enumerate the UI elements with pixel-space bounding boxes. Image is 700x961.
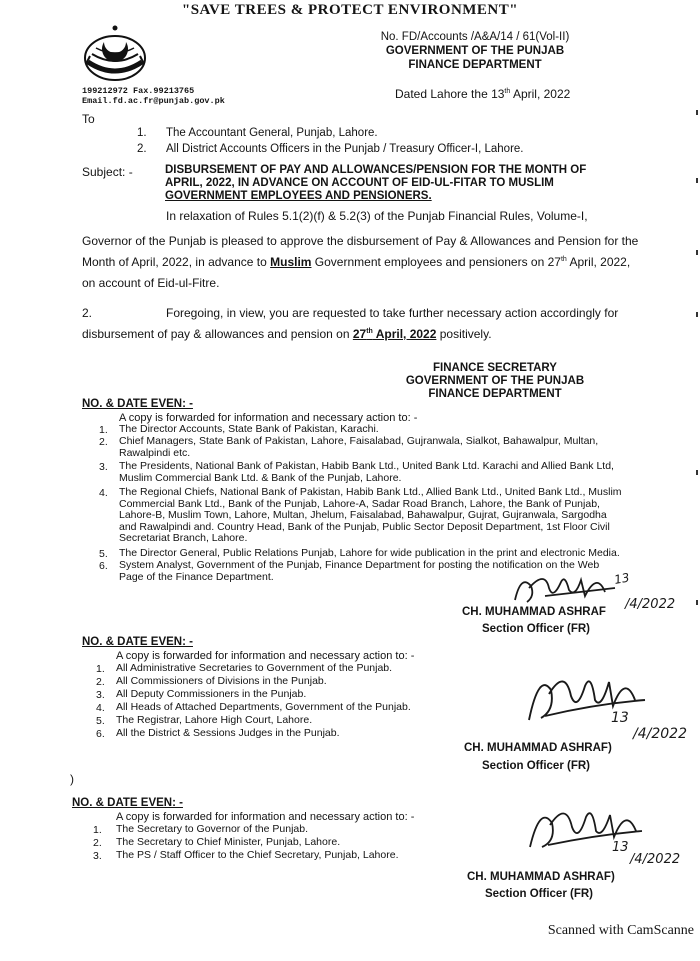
scanner-watermark: Scanned with CamScanne xyxy=(547,923,694,938)
recipient-text: All District Accounts Officers in the Punjab / Treasury Officer-I, Lahore. xyxy=(166,143,524,155)
copy-item-number: 3. xyxy=(96,689,105,701)
handwritten-signature xyxy=(520,795,690,870)
paragraph-2-number: 2. xyxy=(82,306,93,320)
stray-bracket-mark: ) xyxy=(70,772,74,786)
letter-date: Dated Lahore the 13th April, 2022 xyxy=(395,87,571,101)
paragraph-2-line: disbursement of pay & allowances and pension on 27th April, 2022 positively. xyxy=(82,327,492,341)
copy-item: The Director Accounts, State Bank of Pakistan, Karachi. xyxy=(119,423,379,435)
copy-item-number: 2. xyxy=(99,436,108,448)
copy-item: The Secretary to Chief Minister, Punjab, Lahore. xyxy=(116,836,341,848)
scan-edge-mark xyxy=(696,312,698,317)
copy-item: The Presidents, National Bank of Pakistan, Habib Bank Ltd., United Bank Ltd. Karachi and Allied Bank Ltd, Muslim Commercial Bank Ltd. & Bank of the Punjab, Lahore. xyxy=(119,460,614,484)
officer-name: CH. MUHAMMAD ASHRAF) xyxy=(464,742,612,754)
finance-secretary-block: FINANCE SECRETARY GOVERNMENT OF THE PUNJAB FINANCE DEPARTMENT xyxy=(405,362,585,400)
paragraph-1-line: In relaxation of Rules 5.1(2)(f) & 5.2(3) of the Punjab Financial Rules, Volume-I, xyxy=(166,209,588,223)
copy-item-number: 6. xyxy=(99,560,108,572)
handwritten-signature xyxy=(515,660,695,745)
recipient-number: 2. xyxy=(137,143,147,155)
to-label: To xyxy=(82,112,95,126)
svg-text:13: 13 xyxy=(613,570,631,587)
officer-name: CH. MUHAMMAD ASHRAF xyxy=(462,606,606,618)
svg-text:/4/2022: /4/2022 xyxy=(633,726,687,742)
scan-edge-mark xyxy=(696,110,698,115)
paragraph-1-line: on account of Eid-ul-Fitre. xyxy=(82,276,220,290)
subject-text: DISBURSEMENT OF PAY AND ALLOWANCES/PENSION FOR THE MONTH OF APRIL, 2022, IN ADVANCE ON ACCOUNT OF EID-UL-FITAR TO MUSLIM GOVERNMENT EMPLOYEES AND PENSIONERS. xyxy=(165,164,587,202)
department-name: FINANCE DEPARTMENT xyxy=(408,59,542,71)
copy-item: The Registrar, Lahore High Court, Lahore. xyxy=(116,714,313,726)
paragraph-2-line: Foregoing, in view, you are requested to take further necessary action accordingly for xyxy=(166,306,619,320)
copy-item: All Deputy Commissioners in the Punjab. xyxy=(116,688,307,700)
copy-item-number: 2. xyxy=(96,676,105,688)
officer-name: CH. MUHAMMAD ASHRAF) xyxy=(467,871,615,883)
svg-text:13: 13 xyxy=(612,840,629,855)
copy-item-number: 5. xyxy=(96,715,105,727)
copy-item-number: 3. xyxy=(93,850,102,862)
punjab-emblem-logo xyxy=(82,18,148,84)
copy-item-number: 1. xyxy=(96,663,105,675)
copy-item: All Administrative Secretaries to Government of the Punjab. xyxy=(116,662,393,674)
government-name: GOVERNMENT OF THE PUNJAB xyxy=(385,45,565,57)
contact-info xyxy=(82,86,225,106)
copy-item: The PS / Staff Officer to the Chief Secretary, Punjab, Lahore. xyxy=(116,849,399,861)
copy-item: System Analyst, Government of the Punjab, Finance Department for posting the notification on the Web Page of the Finance Department. xyxy=(119,559,600,583)
paragraph-1-line: Governor of the Punjab is pleased to approve the disbursement of Pay & Allowances and Pension for the xyxy=(82,234,639,248)
copy-item-number: 4. xyxy=(96,702,105,714)
copy-item-number: 5. xyxy=(99,548,108,560)
copy-heading: NO. & DATE EVEN: - xyxy=(72,797,183,809)
copy-item-number: 6. xyxy=(96,728,105,740)
copy-heading: NO. & DATE EVEN: - xyxy=(82,636,193,648)
reference-number: No. FD/Accounts /A&A/14 / 61(Vol-II) xyxy=(380,31,570,43)
copy-heading: NO. & DATE EVEN: - xyxy=(82,398,193,410)
copy-item-number: 4. xyxy=(99,487,108,499)
copy-item-number: 1. xyxy=(93,824,102,836)
officer-title: Section Officer (FR) xyxy=(482,623,590,635)
copy-item: The Secretary to Governor of the Punjab. xyxy=(116,823,309,835)
copy-item: Chief Managers, State Bank of Pakistan, Lahore, Faisalabad, Gujranwala, Sialkot, Bahawalpur, Multan, Rawalpindi etc. xyxy=(119,435,599,459)
scan-edge-mark xyxy=(696,470,698,475)
phone-fax: 199212972 Fax.99213765 xyxy=(82,86,195,96)
copy-item-number: 2. xyxy=(93,837,102,849)
recipient-text: The Accountant General, Punjab, Lahore. xyxy=(166,127,378,139)
copy-item: All Commissioners of Divisions in the Punjab. xyxy=(116,675,327,687)
copy-item: The Regional Chiefs, National Bank of Pakistan, Habib Bank Ltd., Allied Bank Ltd., United Bank Ltd., Muslim Commercial Bank Ltd., Bank of the Punjab, Lahore-A, Sadar Road Branch, Lahore, the Bank of Punjab, Lahore-B, Muslim Town, Lahore, Multan, Jhelum, Faisalabad, Bahawalpur, Gujrat, Gujranwala, Sargodha and Rawalpindi and. Country Head, Bank of the Punjab, Public Sector Deposit Department, 1st Floor Civil Secretariat Branch, Lahore. xyxy=(119,486,622,544)
recipient-number: 1. xyxy=(137,127,147,139)
copy-item: All the District & Sessions Judges in the Punjab. xyxy=(116,727,340,739)
svg-text:/4/2022: /4/2022 xyxy=(630,852,681,867)
scan-edge-mark xyxy=(696,178,698,183)
scan-edge-mark xyxy=(696,600,698,605)
copy-item: The Director General, Public Relations Punjab, Lahore for wide publication in the print and electronic Media. xyxy=(119,547,620,559)
copy-intro: A copy is forwarded for information and necessary action to: - xyxy=(116,811,415,823)
officer-title: Section Officer (FR) xyxy=(485,888,593,900)
copy-item: All Heads of Attached Departments, Government of the Punjab. xyxy=(116,701,411,713)
svg-text:13: 13 xyxy=(611,710,629,726)
email-address: Email.fd.ac.fr@punjab.gov.pk xyxy=(82,96,225,106)
scan-edge-mark xyxy=(696,250,698,255)
officer-title: Section Officer (FR) xyxy=(482,760,590,772)
svg-text:/4/2022: /4/2022 xyxy=(625,597,676,612)
slogan-heading: "SAVE TREES & PROTECT ENVIRONMENT" xyxy=(181,2,519,18)
copy-item-number: 3. xyxy=(99,461,108,473)
copy-intro: A copy is forwarded for information and necessary action to: - xyxy=(119,412,418,424)
copy-item-number: 1. xyxy=(99,424,108,436)
copy-intro: A copy is forwarded for information and necessary action to: - xyxy=(116,650,415,662)
subject-label: Subject: - xyxy=(82,165,133,179)
letterhead xyxy=(330,30,620,72)
paragraph-1-line: Month of April, 2022, in advance to Muslim Government employees and pensioners on 27th April, 2022, xyxy=(82,255,631,269)
